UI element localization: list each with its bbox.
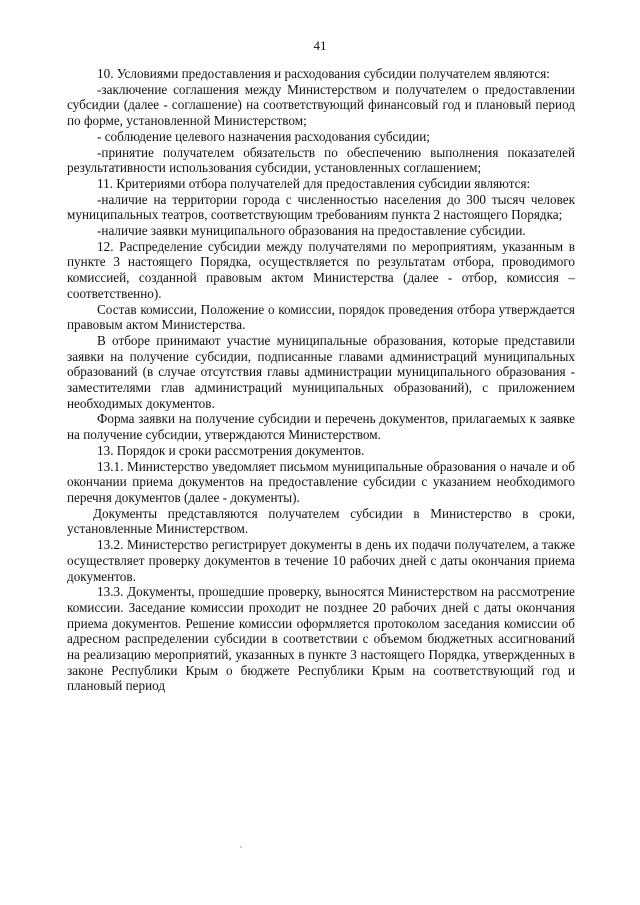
paragraph-10-item-3: -принятие получателем обязательств по обеспечению выполнения показателей результативности использования субсидии, установленных соглашением; (67, 144, 575, 176)
paragraph-13-1: 13.1. Министерство уведомляет письмом муниципальные образования о начале и об окончании приема документов на предоставление субсидии с указанием необходимого перечня документов (далее - документы). (67, 458, 575, 505)
paragraph-10: 10. Условиями предоставления и расходования субсидии получателем являются: (97, 66, 550, 81)
paragraph-10-item-1: -заключение соглашения между Министерством и получателем о предоставлении субсидии (далее - соглашение) на соответствующий финансовый год и плановый период по форме, установленной Министерством; (67, 81, 575, 129)
paragraph-12: 12. Распределение субсидии между получателями по мероприятиям, указанным в пункте 3 настоящего Порядка, осуществляется по результатам отбора, проводимого комиссией, созданной правовым актом Министерства (далее - отбор, комиссия – соответственно). (67, 238, 575, 301)
page-number: 41 (313, 38, 327, 53)
paragraph-13-1-documents: Документы представляются получателем субсидии в Министерство в сроки, установленные Министерством. (67, 505, 575, 537)
paragraph-13: 13. Порядок и сроки рассмотрения документов. (97, 442, 365, 458)
paragraph-13-2: 13.2. Министерство регистрирует документы в день их подачи получателем, а также осуществляет проверку документов в течение 10 рабочих дней с даты окончания приема документов. (67, 537, 575, 584)
scan-speck (240, 846, 242, 848)
document-body (67, 66, 575, 694)
paragraph-10-item-2: - соблюдение целевого назначения расходования субсидии; (97, 128, 430, 144)
paragraph-11-item-1: -наличие на территории города с численностью населения до 300 тысяч человек муниципальных театров, соответствующим требованиям пункта 2 настоящего Порядка; (67, 191, 575, 223)
paragraph-12-participants: В отборе принимают участие муниципальные образования, которые представили заявки на получение субсидии, подписанные главами администраций муниципальных образований (в случае отсутствия главы администрации муниципального образования - заместителями глав администраций муниципальных образований), с приложением необходимых документов. (67, 332, 575, 411)
paragraph-11: 11. Критериями отбора получателей для предоставления субсидии являются: (97, 175, 531, 191)
paragraph-13-3: 13.3. Документы, прошедшие проверку, выносятся Министерством на рассмотрение комиссии. Заседание комиссии проходит не позднее 20 рабочих дней с даты окончания приема документов. Решение комиссии оформляется протоколом заседания комиссии об адресном распределении субсидии в соответствии с объемом бюджетных ассигнований на реализацию мероприятий, указанных в пункте 3 настоящего Порядка, утвержденных в законе Республики Крым о бюджете Республики Крым на соответствующий год и плановый период (67, 584, 575, 694)
paragraph-11-item-2: -наличие заявки муниципального образования на предоставление субсидии. (97, 223, 526, 239)
paragraph-12-commission: Состав комиссии, Положение о комиссии, порядок проведения отбора утверждается правовым актом Министерства. (67, 301, 575, 333)
paragraph-12-form: Форма заявки на получение субсидии и перечень документов, прилагаемых к заявке на получение субсидии, утверждаются Министерством. (67, 411, 575, 443)
